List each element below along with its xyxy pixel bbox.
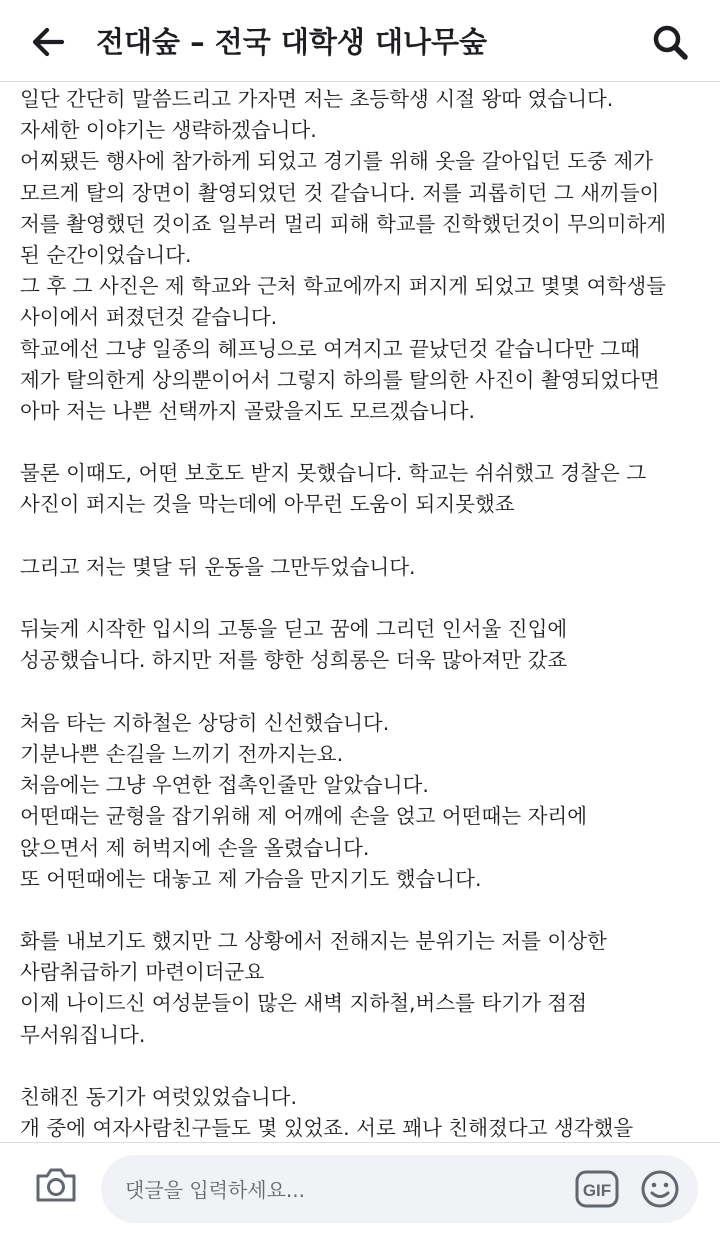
post-line: 그 후 그 사진은 제 학교와 근처 학교에까지 퍼지게 되었고 몇몇 여학생들 xyxy=(20,274,666,299)
post-line: 기분나쁜 손길을 느끼기 전까지는요. xyxy=(20,741,344,766)
post-line: 개 중에 여자사람친구들도 몇 있었죠. 서로 꽤나 친해졌다고 생각했을 xyxy=(20,1116,634,1141)
emoji-icon xyxy=(640,1169,680,1209)
comment-bar xyxy=(0,1142,720,1233)
blank-line xyxy=(20,521,710,552)
camera-icon xyxy=(34,1166,78,1204)
blank-line xyxy=(20,427,710,458)
post-line: 사이에서 퍼졌던것 같습니다. xyxy=(20,305,278,330)
post-line: 처음 타는 지하철은 상당히 신선했습니다. xyxy=(20,710,390,735)
post-line: 어찌됐든 행사에 참가하게 되었고 경기를 위해 옷을 갈아입던 도중 제가 xyxy=(20,149,653,174)
comment-input[interactable] xyxy=(123,1155,557,1225)
back-arrow-icon xyxy=(31,27,65,57)
comment-box xyxy=(101,1155,698,1223)
blank-line xyxy=(20,1051,710,1082)
post-line: 이제 나이드신 여성분들이 많은 새벽 지하철,버스를 타기가 점점 xyxy=(20,991,588,1016)
emoji-button[interactable] xyxy=(639,1168,681,1210)
post-line: 뒤늦게 시작한 입시의 고통을 딛고 꿈에 그리던 인서울 진입에 xyxy=(20,617,568,642)
post-line: 모르게 탈의 장면이 촬영되었던 것 같습니다. 저를 괴롭히던 그 새끼들이 xyxy=(20,180,660,205)
search-icon xyxy=(651,23,689,61)
blank-line xyxy=(20,677,710,708)
post-line: 자세한 이야기는 생략하겠습니다. xyxy=(20,118,317,143)
post-line: 또 어떤때에는 대놓고 제 가슴을 만지기도 했습니다. xyxy=(20,866,482,891)
post-line: 제가 탈의한게 상의뿐이어서 그렇지 하의를 탈의한 사진이 촬영되었다면 xyxy=(20,367,660,392)
post-line: 일단 간단히 말씀드리고 가자면 저는 초등학생 시절 왕따 였습니다. xyxy=(20,87,614,111)
page-title: 전대숲 – 전국 대학생 대나무숲 xyxy=(96,25,488,59)
post-line: 그리고 저는 몇달 뒤 운동을 그만두었습니다. xyxy=(20,554,416,579)
top-bar xyxy=(0,0,720,82)
post-line: 어떤때는 균형을 잡기위해 제 어깨에 손을 얹고 어떤때는 자리에 xyxy=(20,804,588,829)
gif-label: GIF xyxy=(582,1181,612,1200)
post-line: 사람취급하기 마련이더군요 xyxy=(20,960,265,985)
back-button[interactable] xyxy=(28,22,68,62)
post-line: 저를 촬영했던 것이죠 일부러 멀리 피해 학교를 진학했던것이 무의미하게 xyxy=(20,211,667,236)
post-line: 물론 이때도, 어떤 보호도 받지 못했습니다. 학교는 쉬쉬했고 경찰은 그 xyxy=(20,461,647,486)
post-line: 앉으면서 제 허벅지에 손을 올렸습니다. xyxy=(20,835,370,860)
post-line: 사진이 퍼지는 것을 막는데에 아무런 도움이 되지못했죠 xyxy=(20,492,515,517)
gif-button[interactable] xyxy=(575,1170,619,1208)
blank-line xyxy=(20,583,710,614)
blank-line xyxy=(20,895,710,926)
gif-icon xyxy=(575,1170,619,1208)
post-content xyxy=(20,84,710,1142)
post-line: 무서워집니다. xyxy=(20,1022,146,1047)
post-line: 친해진 동기가 여럿있었습니다. xyxy=(20,1085,297,1109)
post-line: 아마 저는 나쁜 선택까지 골랐을지도 모르겠습니다. xyxy=(20,398,475,423)
camera-button[interactable] xyxy=(32,1163,80,1207)
post-line: 학교에선 그냥 일종의 헤프닝으로 여겨지고 끝났던것 같습니다만 그때 xyxy=(20,336,640,361)
post-body xyxy=(20,84,710,1142)
post-line: 된 순간이었습니다. xyxy=(20,242,192,267)
post-line: 처음에는 그냥 우연한 접촉인줄만 알았습니다. xyxy=(20,773,429,798)
search-button[interactable] xyxy=(648,20,692,64)
post-line: 화를 내보기도 했지만 그 상황에서 전해지는 분위기는 저를 이상한 xyxy=(20,929,607,954)
post-line: 성공했습니다. 하지만 저를 향한 성희롱은 더욱 많아져만 갔죠 xyxy=(20,648,568,673)
